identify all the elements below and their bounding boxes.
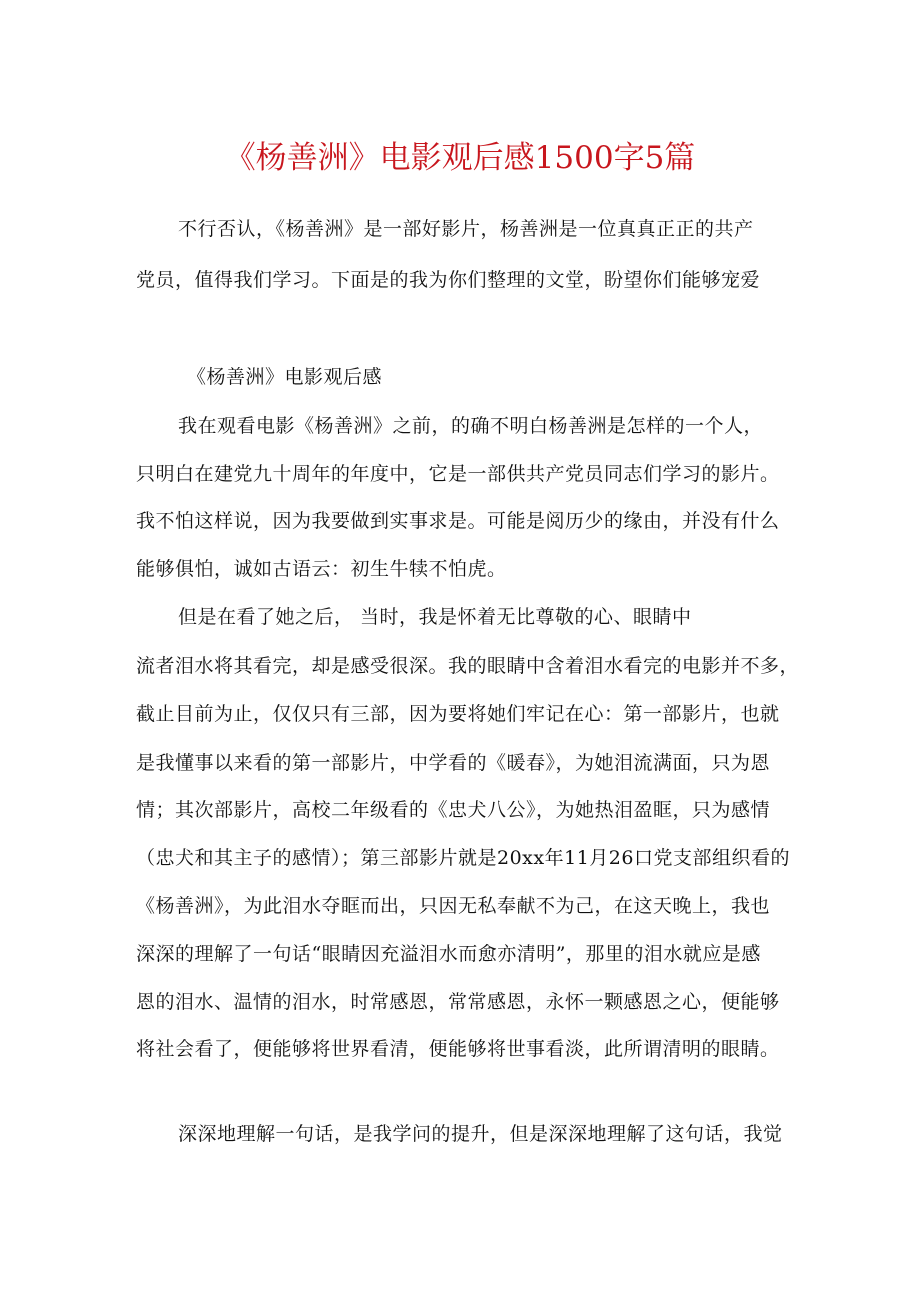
- body-line: 恩的泪水、温情的泪水，时常感恩，常常感恩，永怀一颗感恩之心，便能够: [136, 991, 780, 1013]
- body-line: 但是在看了她之后， 当时，我是怀着无比尊敬的心、眼睛中: [178, 606, 692, 628]
- body-line: 只明白在建党九十周年的年度中，它是一部供共产党员同志们学习的影片。: [136, 463, 780, 485]
- body-line: 我不怕这样说，因为我要做到实事求是。可能是阅历少的缘由，并没有什么: [136, 510, 780, 532]
- body-line: 深深的理解了一句话“眼睛因充溢泪水而愈亦清明”，那里的泪水就应是感: [136, 943, 761, 965]
- body-line: （忠犬和其主子的感情）；第三部影片就是20xx年11月26口党支部组织看的: [136, 847, 790, 869]
- document-title: 《杨善洲》电影观后感1500字5篇: [224, 140, 696, 176]
- body-line: 党员，值得我们学习。下面是的我为你们整理的文堂，盼望你们能够宠爱: [136, 269, 761, 291]
- body-line: 截止目前为止，仅仅只有三部，因为要将她们牢记在心：第一部影片，也就: [136, 703, 780, 725]
- body-line: 将社会看了，便能够将世界看清，便能够将世事看淡，此所谓清明的眼睛。: [136, 1038, 780, 1060]
- body-line: 情；其次部影片，高校二年级看的《忠犬八公》，为她热泪盈眶，只为感情: [136, 799, 771, 821]
- body-line: 不行否认，《杨善洲》是一部好影片，杨善洲是一位真真正正的共产: [178, 218, 754, 240]
- body-line: 我在观看电影《杨善洲》之前，的确不明白杨善洲是怎样的一个人，: [178, 415, 764, 437]
- body-line: 是我懂事以来看的第一部影片，中学看的《暖春》，为她泪流满面，只为恩: [136, 752, 771, 774]
- section-heading: 《杨善洲》电影观后感: [187, 366, 383, 388]
- body-line: 流者泪水将其看完，却是感受很深。我的眼睛中含着泪水看完的电影并不多，: [136, 655, 800, 677]
- body-line: 《杨善洲》，为此泪水夺眶而出，只因无私奉献不为己，在这天晚上，我也: [136, 895, 771, 917]
- body-line: 能够俱怕，诚如古语云：初生牛犊不怕虎。: [136, 558, 507, 580]
- body-line: 深深地理解一句话，是我学问的提升，但是深深地理解了这句话，我觉: [178, 1123, 783, 1145]
